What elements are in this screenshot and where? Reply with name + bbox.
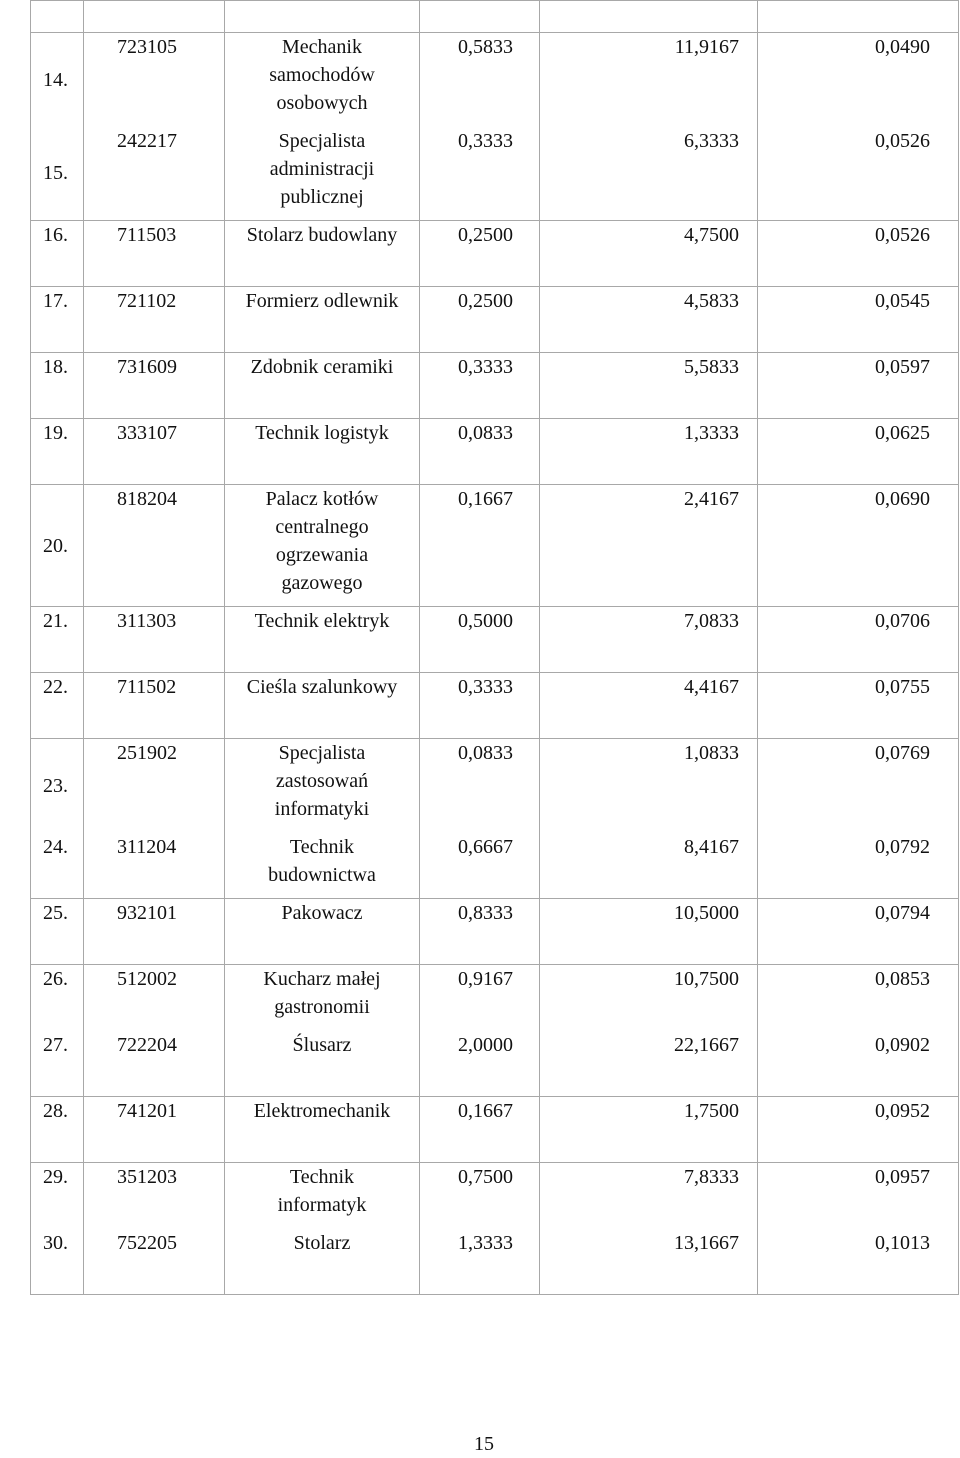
occupation-name-cell xyxy=(225,833,420,899)
value-3: 0,0526 xyxy=(875,129,930,152)
occupation-name-cell xyxy=(225,1163,420,1229)
occupation-code-cell xyxy=(84,33,225,127)
value-2: 10,5000 xyxy=(674,902,739,924)
occupation-code-cell xyxy=(84,353,225,419)
occupation-code-cell xyxy=(84,419,225,485)
value-1: 0,8333 xyxy=(458,902,513,924)
occupation-name-line: Technik xyxy=(289,835,355,858)
value-2: 2,4167 xyxy=(684,488,739,510)
value-2: 13,1667 xyxy=(674,1231,739,1254)
value-3: 0,0690 xyxy=(875,488,930,510)
occupation-name-line: Specjalista xyxy=(278,129,366,152)
occupation-code: 311303 xyxy=(117,610,177,632)
value-2: 6,3333 xyxy=(684,129,739,152)
value-1-cell xyxy=(420,1097,540,1163)
occupation-name-line: Zdobnik ceramiki xyxy=(250,356,394,378)
occupation-name-line: Technik elektryk xyxy=(254,610,390,632)
value-1: 0,3333 xyxy=(458,129,513,152)
table-row xyxy=(31,739,959,833)
value-2-cell xyxy=(540,127,758,221)
row-number: 15. xyxy=(43,162,68,185)
occupation-name-line: Stolarz budowlany xyxy=(246,224,398,246)
value-2-cell xyxy=(540,1097,758,1163)
occupation-name-cell xyxy=(225,1229,420,1295)
occupation-name-line: Specjalista xyxy=(278,742,366,764)
value-3-cell xyxy=(758,607,959,673)
value-1: 0,2500 xyxy=(458,224,513,246)
occupation-name-line: administracji xyxy=(269,157,375,180)
occupation-code: 711502 xyxy=(117,676,177,698)
value-1-cell xyxy=(420,673,540,739)
value-2-cell xyxy=(540,353,758,419)
occupation-code: 311204 xyxy=(117,835,177,858)
value-1-cell xyxy=(420,485,540,607)
row-number-cell xyxy=(31,33,84,127)
row-number: 29. xyxy=(43,1166,68,1188)
value-3-cell xyxy=(758,221,959,287)
value-1-cell xyxy=(420,1031,540,1097)
table-row xyxy=(31,965,959,1031)
occupation-name-cell xyxy=(225,353,420,419)
value-1-cell xyxy=(420,287,540,353)
value-2: 7,8333 xyxy=(684,1166,739,1188)
value-3-cell xyxy=(758,485,959,607)
occupation-name-line: osobowych xyxy=(276,92,368,114)
row-number: 27. xyxy=(43,1033,68,1056)
value-2: 8,4167 xyxy=(684,835,739,858)
occupation-code-cell xyxy=(84,833,225,899)
value-3: 0,0545 xyxy=(875,290,930,312)
occupation-name-line: gastronomii xyxy=(274,996,370,1018)
occupation-code: 333107 xyxy=(117,422,177,444)
row-number-cell xyxy=(31,673,84,739)
row-number: 20. xyxy=(43,534,68,557)
value-1-cell xyxy=(420,739,540,833)
row-number: 19. xyxy=(43,422,68,444)
occupation-name-line: Ślusarz xyxy=(292,1033,352,1056)
value-2: 7,0833 xyxy=(684,610,739,632)
occupation-name-line: Mechanik xyxy=(282,36,362,58)
occupation-name-cell xyxy=(225,419,420,485)
value-3: 0,0625 xyxy=(875,422,930,444)
value-2-cell xyxy=(540,899,758,965)
table-row xyxy=(31,833,959,899)
occupation-name-line: Pakowacz xyxy=(281,902,363,924)
occupation-code-cell xyxy=(84,127,225,221)
value-2-cell xyxy=(540,419,758,485)
value-3: 0,0526 xyxy=(875,224,930,246)
value-1: 0,9167 xyxy=(458,968,513,990)
row-number-cell xyxy=(31,221,84,287)
value-3-cell xyxy=(758,1097,959,1163)
occupation-code-cell xyxy=(84,485,225,607)
occupation-name-line: Elektromechanik xyxy=(253,1100,391,1122)
page-number: 15 xyxy=(474,1433,494,1455)
value-2-cell xyxy=(540,287,758,353)
occupation-code: 351203 xyxy=(117,1166,177,1188)
occupation-code: 242217 xyxy=(117,129,177,152)
value-3: 0,0755 xyxy=(875,676,930,698)
value-1-cell xyxy=(420,833,540,899)
value-1-cell xyxy=(420,899,540,965)
table-row xyxy=(31,127,959,221)
value-1: 0,0833 xyxy=(458,422,513,444)
row-number: 30. xyxy=(43,1231,68,1254)
table-top-spacer xyxy=(31,1,959,33)
occupation-name-cell xyxy=(225,287,420,353)
occupation-code-cell xyxy=(84,1097,225,1163)
occupation-name-line: budownictwa xyxy=(268,863,376,886)
occupation-code: 711503 xyxy=(117,224,177,246)
value-2-cell xyxy=(540,221,758,287)
row-number-cell xyxy=(31,739,84,833)
occupation-code-cell xyxy=(84,673,225,739)
value-1-cell xyxy=(420,965,540,1031)
row-number: 21. xyxy=(43,610,68,632)
value-3: 0,0792 xyxy=(875,835,930,858)
row-number: 24. xyxy=(43,835,68,858)
value-3-cell xyxy=(758,419,959,485)
value-1-cell xyxy=(420,607,540,673)
occupation-name-line: Technik logistyk xyxy=(255,422,389,444)
row-number-cell xyxy=(31,287,84,353)
row-number-cell xyxy=(31,1163,84,1229)
row-number-cell xyxy=(31,1229,84,1295)
value-3-cell xyxy=(758,1031,959,1097)
value-3: 0,0957 xyxy=(875,1166,930,1188)
occupation-name-cell xyxy=(225,485,420,607)
occupation-name-line: informatyki xyxy=(274,798,370,820)
value-3: 0,0597 xyxy=(875,356,930,378)
value-3-cell xyxy=(758,1229,959,1295)
occupation-code: 741201 xyxy=(117,1100,177,1122)
value-2: 4,4167 xyxy=(684,676,739,698)
occupation-name-cell xyxy=(225,607,420,673)
value-1-cell xyxy=(420,1163,540,1229)
table-body xyxy=(31,1,959,1295)
row-number-cell xyxy=(31,899,84,965)
value-3: 0,0902 xyxy=(875,1033,930,1056)
occupation-name-line: publicznej xyxy=(280,185,364,208)
value-3: 0,0769 xyxy=(875,742,930,764)
occupation-code: 721102 xyxy=(117,290,177,312)
occupation-code-cell xyxy=(84,965,225,1031)
occupation-name-cell xyxy=(225,1031,420,1097)
value-2-cell xyxy=(540,673,758,739)
row-number: 22. xyxy=(43,676,68,698)
occupation-code: 731609 xyxy=(117,356,177,378)
value-3: 0,1013 xyxy=(875,1231,930,1254)
value-1: 0,3333 xyxy=(458,356,513,378)
occupation-code: 512002 xyxy=(117,968,177,990)
row-number-cell xyxy=(31,607,84,673)
value-1: 0,6667 xyxy=(458,835,513,858)
row-number: 25. xyxy=(43,902,68,924)
occupation-code: 752205 xyxy=(117,1231,177,1254)
occupation-name-cell xyxy=(225,221,420,287)
table-row xyxy=(31,287,959,353)
value-1: 0,2500 xyxy=(458,290,513,312)
value-1: 0,5833 xyxy=(458,36,513,58)
occupation-code: 932101 xyxy=(117,902,177,924)
occupation-name-cell xyxy=(225,1097,420,1163)
value-3: 0,0853 xyxy=(875,968,930,990)
table-row xyxy=(31,607,959,673)
row-number-cell xyxy=(31,485,84,607)
value-2-cell xyxy=(540,1031,758,1097)
table-row xyxy=(31,673,959,739)
value-2: 4,5833 xyxy=(684,290,739,312)
value-3: 0,0706 xyxy=(875,610,930,632)
table-row xyxy=(31,1031,959,1097)
occupation-code: 251902 xyxy=(117,742,177,764)
value-1: 0,3333 xyxy=(458,676,513,698)
value-3-cell xyxy=(758,739,959,833)
occupation-code-cell xyxy=(84,1163,225,1229)
occupation-name-line: ogrzewania xyxy=(275,544,369,566)
occupation-name-line: Stolarz xyxy=(293,1231,351,1254)
value-2-cell xyxy=(540,965,758,1031)
occupation-name-line: Kucharz małej xyxy=(263,968,381,990)
value-2: 22,1667 xyxy=(674,1033,739,1056)
table-row xyxy=(31,419,959,485)
value-1: 1,3333 xyxy=(458,1231,513,1254)
occupation-code-cell xyxy=(84,607,225,673)
value-2-cell xyxy=(540,33,758,127)
value-2-cell xyxy=(540,833,758,899)
occupation-table xyxy=(30,0,959,1295)
row-number: 23. xyxy=(43,774,68,797)
value-3-cell xyxy=(758,673,959,739)
table-row xyxy=(31,1097,959,1163)
value-1: 0,5000 xyxy=(458,610,513,632)
table-row xyxy=(31,353,959,419)
value-3-cell xyxy=(758,33,959,127)
value-2: 4,7500 xyxy=(684,224,739,246)
value-1-cell xyxy=(420,353,540,419)
value-1-cell xyxy=(420,33,540,127)
row-number-cell xyxy=(31,353,84,419)
occupation-code-cell xyxy=(84,1031,225,1097)
value-1-cell xyxy=(420,221,540,287)
occupation-code: 818204 xyxy=(117,488,177,510)
occupation-name-cell xyxy=(225,673,420,739)
value-3-cell xyxy=(758,353,959,419)
occupation-code-cell xyxy=(84,899,225,965)
occupation-name-line: Technik xyxy=(289,1166,355,1188)
value-1: 0,1667 xyxy=(458,1100,513,1122)
occupation-name-line: Palacz kotłów xyxy=(265,488,379,510)
occupation-name-cell xyxy=(225,33,420,127)
value-3-cell xyxy=(758,965,959,1031)
value-2-cell xyxy=(540,739,758,833)
occupation-code-cell xyxy=(84,739,225,833)
value-2-cell xyxy=(540,485,758,607)
value-1: 0,0833 xyxy=(458,742,513,764)
occupation-name-line: centralnego xyxy=(275,516,369,538)
table-row xyxy=(31,1163,959,1229)
occupation-code-cell xyxy=(84,1229,225,1295)
value-3-cell xyxy=(758,127,959,221)
value-2: 10,7500 xyxy=(674,968,739,990)
value-2-cell xyxy=(540,607,758,673)
occupation-name-line: zastosowań xyxy=(275,770,369,792)
table-row xyxy=(31,899,959,965)
row-number: 26. xyxy=(43,968,68,990)
value-1-cell xyxy=(420,127,540,221)
occupation-name-line: informatyk xyxy=(277,1194,367,1216)
row-number-cell xyxy=(31,833,84,899)
occupation-name-cell xyxy=(225,899,420,965)
value-3-cell xyxy=(758,1163,959,1229)
occupation-name-line: gazowego xyxy=(281,572,363,594)
value-2-cell xyxy=(540,1163,758,1229)
row-number: 14. xyxy=(43,68,68,91)
row-number-cell xyxy=(31,965,84,1031)
value-2: 11,9167 xyxy=(674,36,739,58)
row-number-cell xyxy=(31,127,84,221)
value-3: 0,0952 xyxy=(875,1100,930,1122)
table-row xyxy=(31,33,959,127)
row-number-cell xyxy=(31,419,84,485)
occupation-code-cell xyxy=(84,287,225,353)
value-2: 5,5833 xyxy=(684,356,739,378)
occupation-name-line: Formierz odlewnik xyxy=(245,290,399,312)
occupation-name-cell xyxy=(225,127,420,221)
table-row xyxy=(31,221,959,287)
value-2: 1,7500 xyxy=(684,1100,739,1122)
table-row xyxy=(31,485,959,607)
value-1-cell xyxy=(420,1229,540,1295)
row-number: 28. xyxy=(43,1100,68,1122)
occupation-name-cell xyxy=(225,739,420,833)
row-number-cell xyxy=(31,1097,84,1163)
row-number: 17. xyxy=(43,290,68,312)
value-3: 0,0490 xyxy=(875,36,930,58)
occupation-name-line: samochodów xyxy=(269,64,375,86)
value-2: 1,3333 xyxy=(684,422,739,444)
table-row xyxy=(31,1229,959,1295)
value-3-cell xyxy=(758,833,959,899)
row-number-cell xyxy=(31,1031,84,1097)
occupation-code-cell xyxy=(84,221,225,287)
value-2-cell xyxy=(540,1229,758,1295)
value-3-cell xyxy=(758,899,959,965)
row-number: 18. xyxy=(43,356,68,378)
row-number: 16. xyxy=(43,224,68,246)
occupation-code: 722204 xyxy=(117,1033,177,1056)
value-1: 0,1667 xyxy=(458,488,513,510)
value-1: 2,0000 xyxy=(458,1033,513,1056)
occupation-code: 723105 xyxy=(117,36,177,58)
value-1-cell xyxy=(420,419,540,485)
value-1: 0,7500 xyxy=(458,1166,513,1188)
value-3: 0,0794 xyxy=(875,902,930,924)
occupation-name-cell xyxy=(225,965,420,1031)
value-2: 1,0833 xyxy=(684,742,739,764)
value-3-cell xyxy=(758,287,959,353)
occupation-name-line: Cieśla szalunkowy xyxy=(246,676,398,698)
